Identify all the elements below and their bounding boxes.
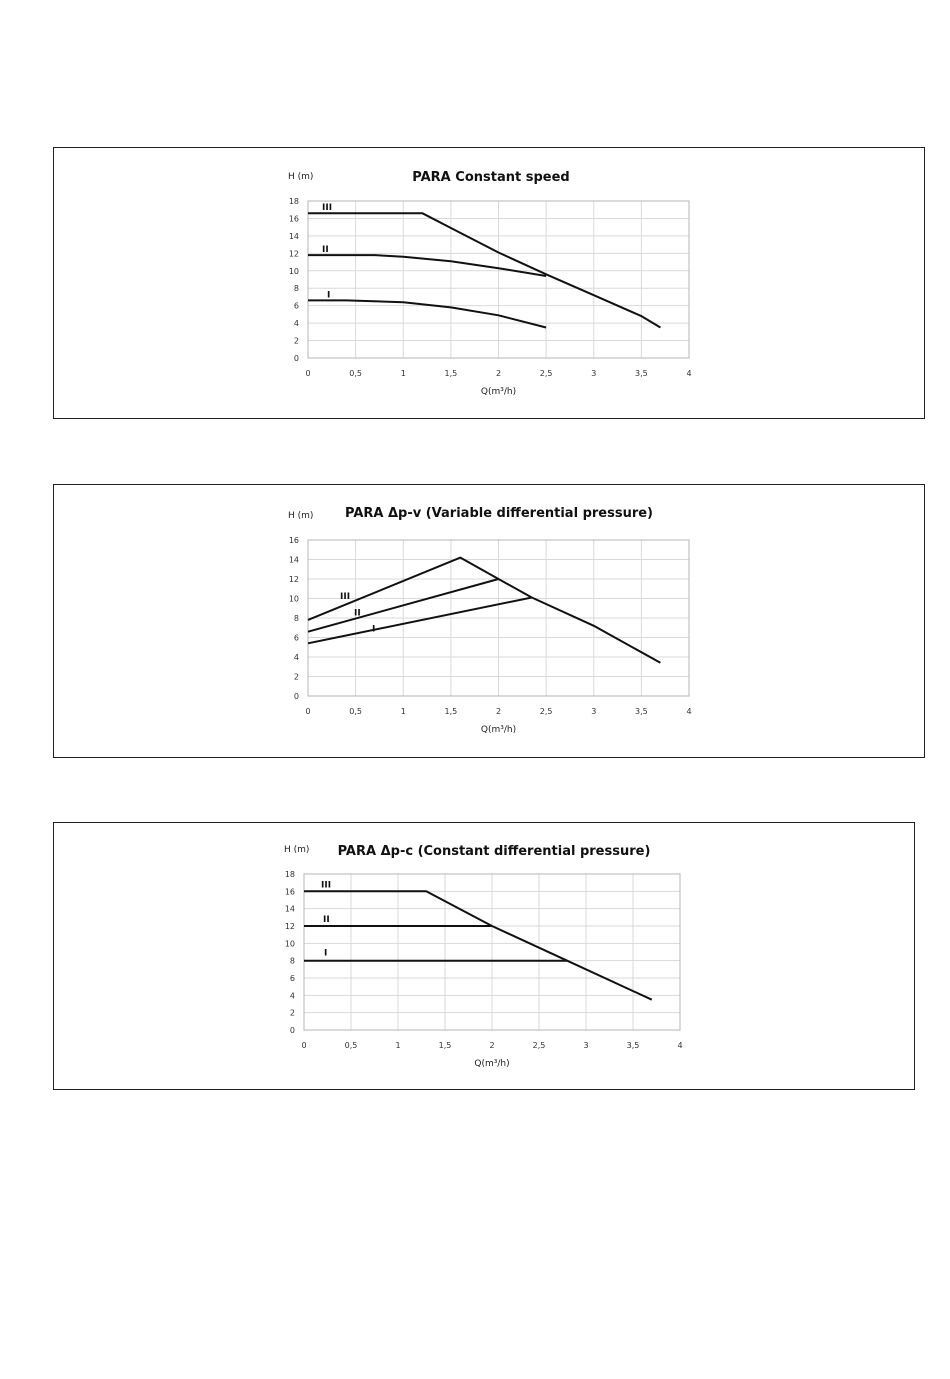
y-tick-label: 16: [284, 887, 295, 897]
x-tick-label: 2: [495, 707, 502, 716]
y-tick-label: 4: [293, 653, 299, 662]
y-tick-label: 14: [288, 555, 299, 565]
x-tick-label: 3,5: [635, 369, 648, 378]
chart-variable-pressure: [54, 485, 926, 759]
y-tick-label: 6: [293, 301, 299, 311]
y-tick-label: 0: [289, 1026, 295, 1035]
x-tick-label: 2,5: [539, 707, 553, 716]
y-tick-label: 16: [288, 214, 299, 224]
y-tick-label: 18: [284, 870, 295, 879]
y-tick-label: 12: [288, 249, 299, 259]
x-tick-label: 1: [395, 1041, 401, 1050]
y-tick-label: 8: [289, 956, 295, 966]
x-tick-label: 0,5: [349, 707, 362, 716]
x-tick-label: 2,5: [532, 1041, 546, 1050]
x-tick-label: 0: [305, 369, 311, 378]
series-label-II: II: [322, 245, 329, 256]
y-tick-label: 0: [293, 692, 299, 701]
x-tick-label: 1,5: [444, 707, 458, 716]
x-tick-label: 3,5: [626, 1041, 640, 1050]
x-tick-label: 1,5: [444, 369, 458, 378]
chart-title: PARA Δp-c (Constant differential pressure): [337, 844, 651, 859]
x-tick-label: 4: [677, 1041, 683, 1050]
series-label-III: III: [321, 880, 332, 891]
y-tick-label: 6: [289, 974, 295, 983]
x-tick-label: 4: [686, 707, 692, 716]
y-tick-label: 2: [293, 672, 299, 682]
y-tick-label: 10: [288, 266, 299, 276]
y-tick-label: 8: [293, 284, 299, 294]
y-axis-label: H (m): [288, 172, 314, 182]
x-axis-label: Q(m³/h): [474, 1059, 510, 1069]
y-tick-label: 10: [288, 594, 299, 604]
x-axis-label: Q(m³/h): [480, 387, 517, 397]
y-tick-label: 4: [289, 991, 295, 1001]
y-axis-label: H (m): [284, 845, 310, 855]
x-tick-label: 3: [583, 1041, 589, 1050]
x-tick-label: 1,5: [438, 1041, 452, 1050]
x-tick-label: 3,5: [635, 707, 648, 716]
x-tick-label: 1: [400, 369, 406, 378]
x-axis-label: Q(m³/h): [480, 725, 517, 735]
x-tick-label: 0: [301, 1041, 307, 1050]
y-tick-label: 2: [293, 336, 299, 346]
chart-panel-constant-pressure: [53, 822, 915, 1090]
chart-title: PARA Constant speed: [412, 170, 570, 185]
chart-panel-constant-speed: [53, 147, 925, 419]
x-tick-label: 2: [495, 369, 502, 378]
y-tick-label: 12: [288, 575, 299, 584]
y-tick-label: 14: [284, 904, 295, 914]
series-label-I: I: [327, 290, 331, 301]
x-tick-label: 4: [686, 369, 692, 378]
x-tick-label: 3: [591, 369, 597, 378]
series-label-I: I: [372, 624, 376, 635]
y-tick-label: 10: [284, 939, 295, 949]
y-tick-label: 2: [289, 1008, 295, 1018]
chart-constant-speed: [54, 148, 926, 420]
chart-panel-variable-pressure: [53, 484, 925, 758]
y-tick-label: 16: [288, 536, 299, 545]
y-tick-label: 8: [293, 614, 299, 623]
x-tick-label: 2,5: [539, 369, 553, 378]
series-line-III: [308, 558, 660, 663]
series-label-I: I: [324, 948, 328, 959]
series-line-III: [304, 891, 652, 999]
y-tick-label: 18: [288, 197, 299, 206]
series-label-III: III: [322, 203, 333, 214]
y-tick-label: 12: [284, 922, 295, 931]
y-tick-label: 14: [288, 231, 299, 241]
y-axis-label: H (m): [288, 511, 314, 521]
x-tick-label: 0,5: [344, 1041, 358, 1050]
x-tick-label: 0: [305, 707, 311, 716]
y-tick-label: 6: [293, 633, 299, 643]
x-tick-label: 2: [489, 1041, 495, 1050]
chart-constant-pressure: [54, 823, 916, 1091]
x-tick-label: 0,5: [349, 369, 362, 378]
series-label-II: II: [323, 915, 330, 925]
chart-title: PARA Δp-v (Variable differential pressure): [344, 506, 654, 521]
y-tick-label: 0: [293, 354, 299, 363]
x-tick-label: 3: [591, 707, 597, 716]
series-label-II: II: [354, 608, 361, 619]
x-tick-label: 1: [400, 707, 406, 716]
y-tick-label: 4: [293, 319, 299, 329]
series-label-III: III: [340, 591, 351, 602]
